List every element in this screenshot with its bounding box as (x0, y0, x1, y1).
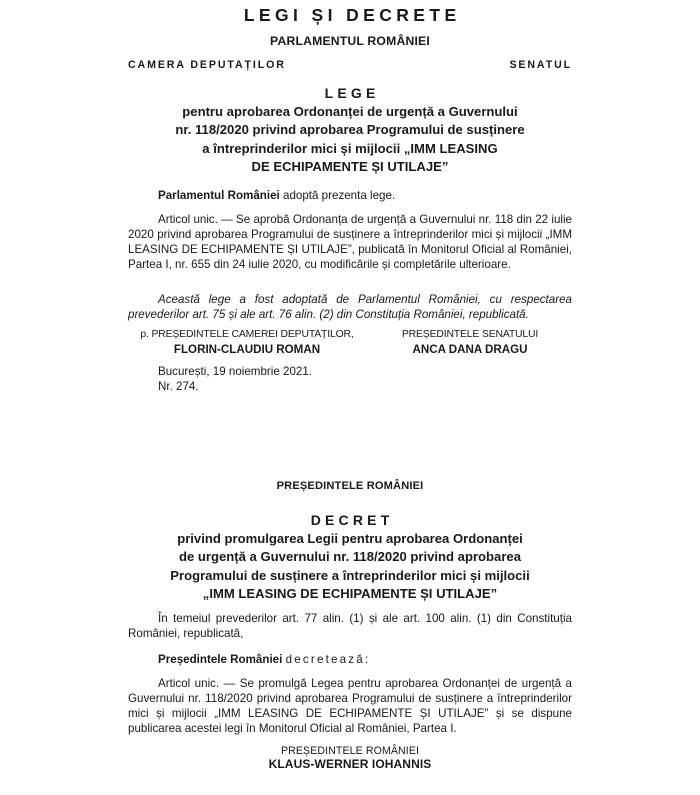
page-title: LEGI ȘI DECRETE (243, 5, 461, 25)
signature-role-deputies: p. PREȘEDINTELE CAMEREI DEPUTAȚILOR, (140, 329, 354, 340)
decree-signature-role: PREȘEDINTELE ROMÂNIEI (280, 745, 420, 757)
signature-block-senate (370, 328, 570, 357)
law-enacting-subject: Parlamentul României (158, 189, 280, 202)
law-adoption-note: Această lege a fost adoptată de Parlamentul României, cu respectarea prevederilor art. 75 și ale art. 76 alin. (2) din Constituția României, republicată. (128, 293, 572, 322)
law-title-line-1: pentru aprobarea Ordonanței de urgență a Guvernului (182, 104, 518, 119)
law-act-word: LEGE (324, 85, 380, 101)
decree-title-line-4: „IMM LEASING DE ECHIPAMENTE ȘI UTILAJE” (202, 586, 498, 602)
decree-issuer: PREȘEDINTELE ROMÂNIEI (276, 480, 424, 492)
decree-title-line-3: Programului de susținere a întreprinderilor mici și mijlocii (170, 567, 530, 583)
law-issue-details (158, 364, 602, 394)
decree-title-line-2: de urgență a Guvernului nr. 118/2020 privind aprobarea (178, 549, 522, 565)
decree-article-unique: Articol unic. — Se promulgă Legea pentru aprobarea Ordonanței de urgență a Guvernului nr. 118/2020 privind aprobarea Programului de susținere a întreprinderilor mici și mijlocii „IMM LEASING DE ECHIPAMENTE ȘI UTILAJE” și se dispune publicarea acestei legi în Monitorul Oficial al României, Partea I. (128, 677, 572, 736)
decree-legal-basis: În temeiul prevederilor art. 77 alin. (1) și ale art. 100 alin. (1) din Constituția României, republicată, (128, 612, 572, 641)
decree-signature-name: KLAUS-WERNER IOHANNIS (268, 757, 432, 771)
law-enacting-rest: adoptă prezenta lege. (279, 189, 396, 202)
decree-enacting-subject: Președintele României (158, 653, 283, 666)
law-title (128, 103, 572, 177)
masthead-subtitle: PARLAMENTUL ROMÂNIEI (270, 34, 430, 48)
law-signatures (128, 328, 572, 357)
chambers-row (128, 58, 572, 72)
law-number: Nr. 274. (158, 380, 199, 394)
chamber-senate-label: SENATUL (509, 59, 572, 71)
signature-block-deputies (124, 328, 370, 357)
decree-enacting-formula (128, 652, 572, 667)
decree-act-word: DECRET (310, 512, 394, 528)
signature-name-deputies: FLORIN-CLAUDIU ROMAN (173, 342, 321, 356)
law-place-date: București, 19 noiembrie 2021. (158, 365, 313, 378)
law-enacting-formula (128, 188, 572, 203)
law-title-line-3: a întreprinderilor mici și mijlocii „IMM LEASING (202, 140, 498, 156)
signature-name-senate: ANCA DANA DRAGU (412, 342, 528, 356)
law-title-line-4: DE ECHIPAMENTE ȘI UTILAJE” (251, 159, 449, 175)
decree-title-line-1: privind promulgarea Legii pentru aprobarea Ordonanței (177, 531, 523, 546)
signature-role-senate: PREȘEDINTELE SENATULUI (401, 329, 539, 340)
decree-title (128, 530, 572, 604)
decree-enacting-verb: decretează: (285, 653, 371, 666)
law-title-line-2: nr. 118/2020 privind aprobarea Programului de susținere (175, 122, 525, 138)
law-article-unique: Articol unic. — Se aprobă Ordonanța de urgență a Guvernului nr. 118 din 22 iulie 2020 privind aprobarea Programului de susținere a întreprinderilor mici și mijlocii „IMM LEASING DE ECHIPAMENTE ȘI UTILAJE”, publicată în Monitorul Oficial al României, Partea I, nr. 655 din 24 iulie 2020, cu modificările și completările ulterioare. (128, 213, 572, 272)
chamber-deputies-label: CAMERA DEPUTAȚILOR (128, 59, 286, 71)
